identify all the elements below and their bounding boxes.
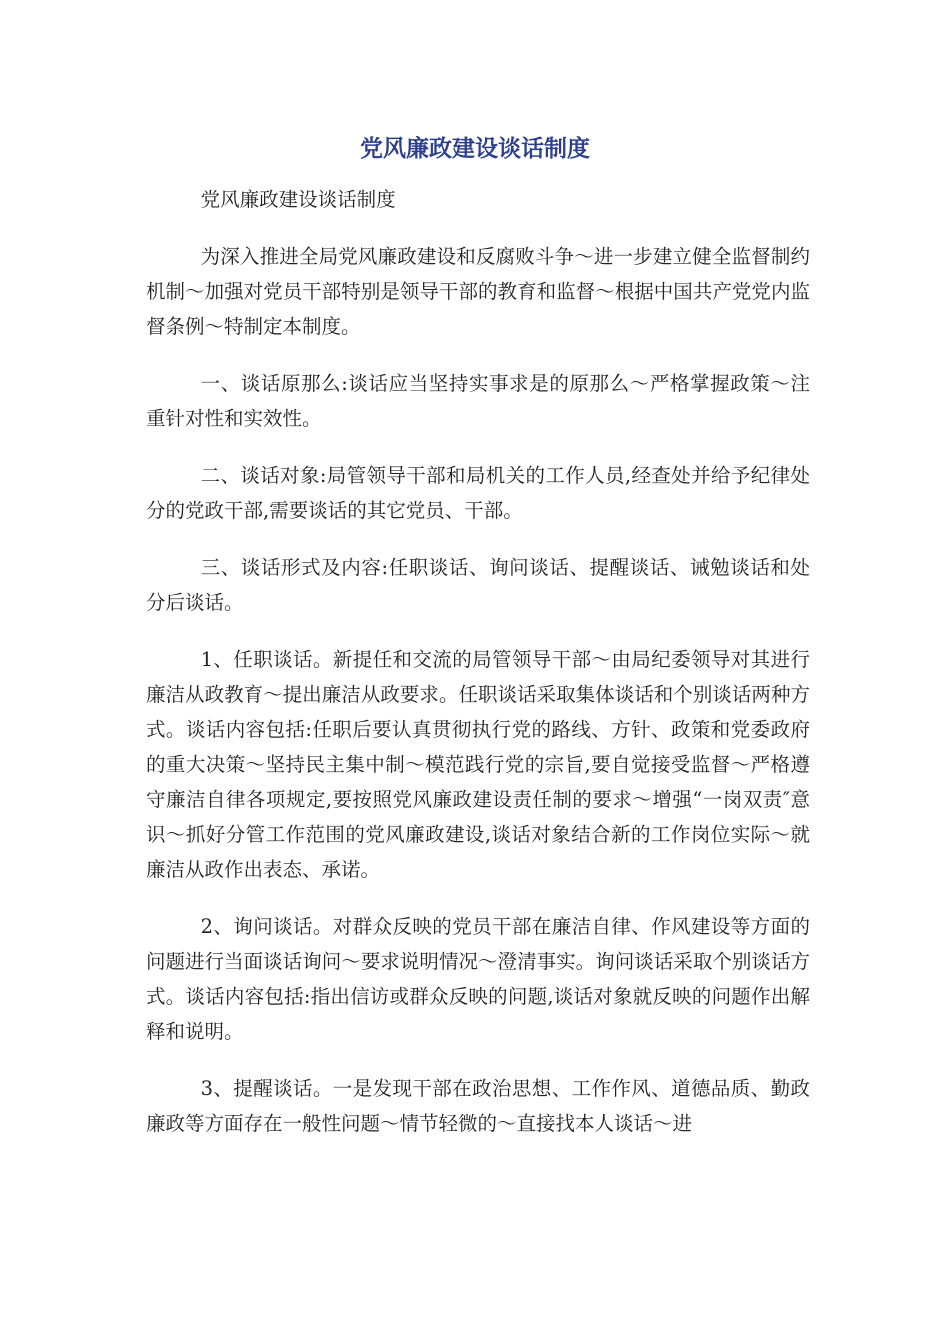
paragraph-appointment-talk: 1、任职谈话。新提任和交流的局管领导干部～由局纪委领导对其进行廉洁从政教育～提出廉洁从政要求。任职谈话采取集体谈话和个别谈话两种方式。谈话内容包括:任职后要认真贯彻执行党的路线、方针、政策和党委政府的重大决策～坚持民主集中制～模范践行党的宗旨,要自觉接受监督～严格遵守廉洁自律各项规定,要按照党风廉政建设责任制的要求～增强“一岗双责″意识～抓好分管工作范围的党风廉政建设,谈话对象结合新的工作岗位实际～就廉洁从政作出表态、承诺。	[146, 648, 810, 881]
paragraph-reminder-talk: 3、提醒谈话。一是发现干部在政治思想、工作作风、道德品质、勤政廉政等方面存在一般性问题～情节轻微的～直接找本人谈话～进	[146, 1077, 810, 1135]
paragraph-forms: 三、谈话形式及内容:任职谈话、询问谈话、提醒谈话、诫勉谈话和处分后谈话。	[146, 556, 810, 614]
paragraph-inquiry-talk: 2、询问谈话。对群众反映的党员干部在廉洁自律、作风建设等方面的问题进行当面谈话询问～要求说明情况～澄清事实。询问谈话采取个别谈话方式。谈话内容包括:指出信访或群众反映的问题,谈话对象就反映的问题作出解释和说明。	[146, 915, 810, 1043]
document-title: 党风廉政建设谈话制度	[360, 136, 590, 162]
paragraph-intro: 为深入推进全局党风廉政建设和反腐败斗争～进一步建立健全监督制约机制～加强对党员干部特别是领导干部的教育和监督～根据中国共产党党内监督条例～特制定本制度。	[146, 245, 810, 338]
paragraph-principle: 一、谈话原那么:谈话应当坚持实事求是的原那么～严格掌握政策～注重针对性和实效性。	[146, 372, 810, 430]
paragraph-targets: 二、谈话对象:局管领导干部和局机关的工作人员,经查处并给予纪律处分的党政干部,需要谈话的其它党员、干部。	[146, 464, 810, 522]
document-subtitle: 党风廉政建设谈话制度	[200, 188, 396, 211]
document-body	[146, 182, 810, 1163]
